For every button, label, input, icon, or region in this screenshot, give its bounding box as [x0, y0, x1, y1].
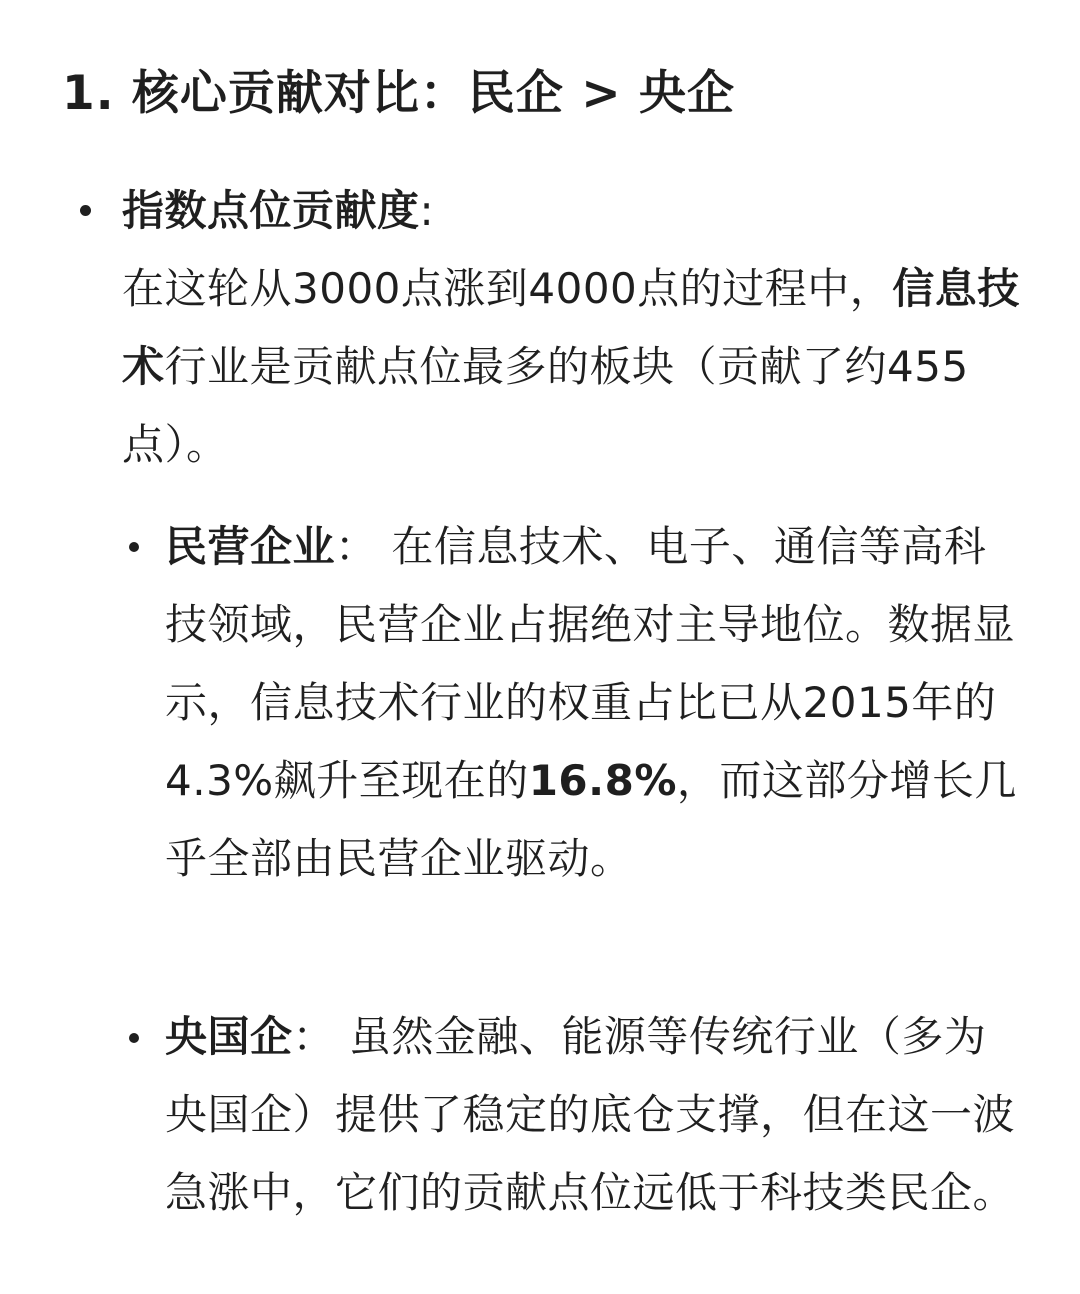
paragraph-text: 在这轮从3000点涨到4000点的过程中， — [122, 264, 893, 313]
paragraph-text: 虽然金融、能源等传统行业（多为央国企）提供了稳定的底仓支撑，但在这一波急涨中，它们的贡献点位远低于科技类民企。 — [165, 1012, 1016, 1217]
bullet-label: 民营企业 — [165, 522, 336, 571]
paragraph-text: 在信息技术、电子、通信等高科技领域，民营企业占据绝对主导地位。数据显示，信息技术行业的权重占比已从2015年的4.3%飙升至现在的 — [165, 522, 1016, 805]
emphasis-text: 信息技术 — [122, 264, 1020, 391]
bullet-index-contribution — [122, 172, 1027, 484]
bullet-label: 指数点位贡献度 — [122, 186, 420, 235]
emphasis-text: 16.8% — [528, 756, 677, 805]
bullet-label-line — [122, 172, 1027, 250]
bullet-dot-icon — [129, 1033, 139, 1043]
paragraph-text: ，而这部分增长几乎全部由民营企业驱动。 — [165, 756, 1017, 883]
bullet-label-colon: ： — [335, 522, 378, 571]
bullet-label: 央国企 — [165, 1012, 293, 1061]
paragraph-text: 行业是贡献点位最多的板块（贡献了约455点）。 — [122, 342, 969, 469]
bullet-state-owned-enterprise — [165, 998, 1020, 1232]
bullet-label-colon: : — [419, 186, 435, 235]
bullet-dot-icon — [80, 205, 91, 216]
bullet-dot-icon — [129, 542, 139, 552]
bullet-private-enterprise — [165, 508, 1020, 898]
section-heading: 1. 核心贡献对比：民企 > 央企 — [62, 66, 736, 121]
bottom-fade — [0, 1262, 1080, 1294]
bullet-label-colon: ： — [292, 1012, 336, 1061]
